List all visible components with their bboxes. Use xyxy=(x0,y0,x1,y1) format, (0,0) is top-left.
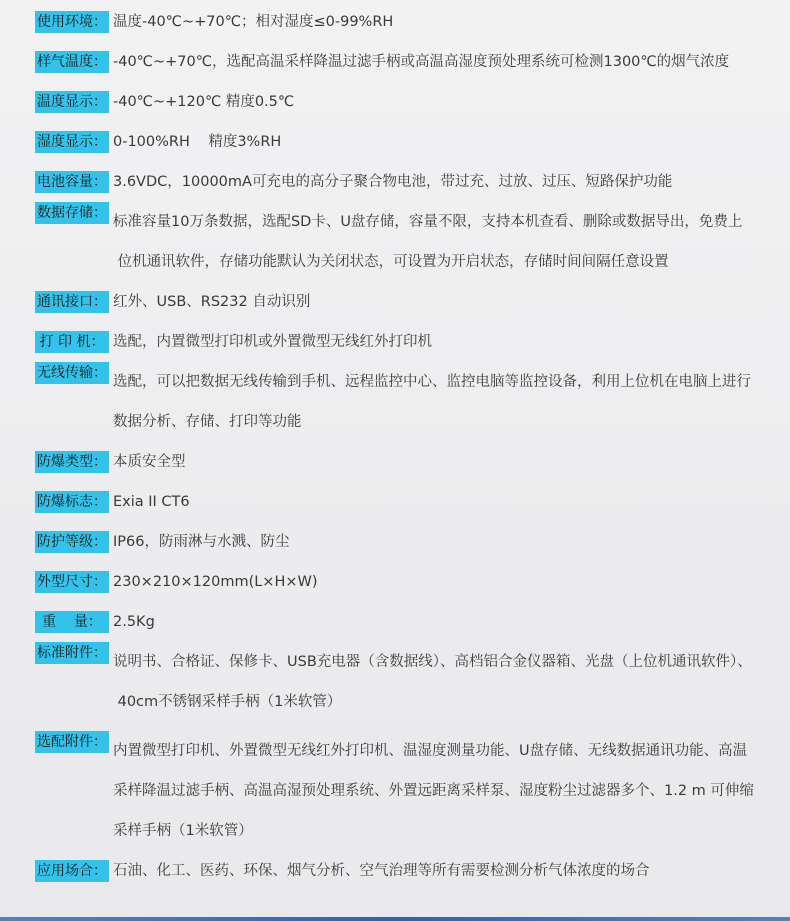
spec-value-line: 230×210×120mm(L×H×W) xyxy=(113,574,318,590)
spec-value-line: 40cm不锈钢采样手柄（1米软管） xyxy=(113,694,342,710)
spec-value xyxy=(113,331,785,353)
spec-value-line: 石油、化工、医药、环保、烟气分析、空气治理等所有需要检测分析气体浓度的场合 xyxy=(113,863,650,879)
spec-label: 重 量： xyxy=(35,611,109,633)
spec-value xyxy=(113,131,785,153)
spec-value-line: 0-100%RH 精度3%RH xyxy=(113,134,282,150)
spec-row-optional-accessories xyxy=(35,731,785,851)
spec-row-humidity-display xyxy=(35,131,785,153)
spec-list xyxy=(35,0,785,882)
spec-value-line: 说明书、合格证、保修卡、USB充电器（含数据线）、高档铝合金仪器箱、光盘（上位机通讯软件）、 xyxy=(113,654,752,670)
spec-value-line: 红外、USB、RS232 自动识别 xyxy=(113,294,311,310)
spec-label: 温度显示： xyxy=(35,91,109,113)
spec-value xyxy=(113,51,785,73)
spec-value-line: 采样降温过滤手柄、高温高湿预处理系统、外置远距离采样泵、湿度粉尘过滤器多个、1.2 m 可伸缩 xyxy=(113,783,754,799)
spec-value-line: 标准容量10万条数据，选配SD卡、U盘存储，容量不限，支持本机查看、删除或数据导出，免费上 xyxy=(113,214,743,230)
spec-value xyxy=(113,11,785,33)
spec-row-weight xyxy=(35,611,785,633)
spec-row-printer xyxy=(35,331,785,353)
spec-row-communication-interface xyxy=(35,291,785,313)
spec-value-line: 选配，内置微型打印机或外置微型无线红外打印机 xyxy=(113,334,432,350)
spec-value-line: IP66，防雨淋与水溅、防尘 xyxy=(113,534,290,550)
spec-value xyxy=(113,362,785,442)
spec-row-explosion-proof-type xyxy=(35,451,785,473)
spec-row-temperature-display xyxy=(35,91,785,113)
spec-row-dimensions xyxy=(35,571,785,593)
spec-row-data-storage xyxy=(35,202,785,282)
spec-row-applications xyxy=(35,860,785,882)
spec-value-line: Exia II CT6 xyxy=(113,494,190,510)
spec-value xyxy=(113,91,785,113)
spec-value-line: 温度-40℃~+70℃；相对湿度≤0-99%RH xyxy=(113,14,394,30)
footer-divider-bar xyxy=(0,917,790,921)
spec-value-line: -40℃~+120℃ 精度0.5℃ xyxy=(113,94,295,110)
spec-label: 防护等级： xyxy=(35,531,109,553)
spec-value xyxy=(113,491,785,513)
spec-value-line: 选配，可以把数据无线传输到手机、远程监控中心、监控电脑等监控设备，利用上位机在电脑上进行 xyxy=(113,374,751,390)
spec-value xyxy=(113,531,785,553)
spec-value xyxy=(113,571,785,593)
spec-row-protection-level xyxy=(35,531,785,553)
spec-value-line: -40℃~+70℃，选配高温采样降温过滤手柄或高温高湿度预处理系统可检测1300℃的烟气浓度 xyxy=(113,54,730,70)
spec-row-explosion-proof-mark xyxy=(35,491,785,513)
spec-label: 选配附件： xyxy=(35,731,109,753)
spec-value-line: 内置微型打印机、外置微型无线红外打印机、温湿度测量功能、U盘存储、无线数据通讯功能、高温 xyxy=(113,743,748,759)
spec-value xyxy=(113,451,785,473)
spec-label: 样气温度： xyxy=(35,51,109,73)
spec-value xyxy=(113,860,785,882)
spec-label: 防爆标志： xyxy=(35,491,109,513)
spec-label: 应用场合： xyxy=(35,860,109,882)
spec-row-sample-gas-temperature xyxy=(35,51,785,73)
spec-row-battery-capacity xyxy=(35,171,785,193)
spec-value-line: 采样手柄（1米软管） xyxy=(113,823,253,839)
spec-label: 打 印 机： xyxy=(35,331,109,353)
spec-value xyxy=(113,731,785,851)
spec-value xyxy=(113,611,785,633)
spec-row-standard-accessories xyxy=(35,642,785,722)
spec-value xyxy=(113,202,785,282)
spec-row-environment xyxy=(35,11,785,33)
spec-value xyxy=(113,171,785,193)
spec-value-line: 位机通讯软件，存储功能默认为关闭状态，可设置为开启状态，存储时间间隔任意设置 xyxy=(113,254,669,270)
spec-value xyxy=(113,642,785,722)
spec-label: 外型尺寸： xyxy=(35,571,109,593)
spec-value-line: 数据分析、存储、打印等功能 xyxy=(113,414,302,430)
spec-label: 湿度显示： xyxy=(35,131,109,153)
spec-label: 无线传输： xyxy=(35,362,109,384)
spec-label: 防爆类型： xyxy=(35,451,109,473)
spec-label: 标准附件： xyxy=(35,642,109,664)
spec-label: 数据存储： xyxy=(35,202,109,224)
spec-value xyxy=(113,291,785,313)
spec-row-wireless-transmission xyxy=(35,362,785,442)
spec-value-line: 2.5Kg xyxy=(113,614,155,630)
spec-value-line: 3.6VDC，10000mA可充电的高分子聚合物电池，带过充、过放、过压、短路保护功能 xyxy=(113,174,673,190)
spec-value-line: 本质安全型 xyxy=(113,454,186,470)
spec-label: 使用环境： xyxy=(35,11,109,33)
spec-label: 电池容量： xyxy=(35,171,109,193)
spec-label: 通讯接口： xyxy=(35,291,109,313)
